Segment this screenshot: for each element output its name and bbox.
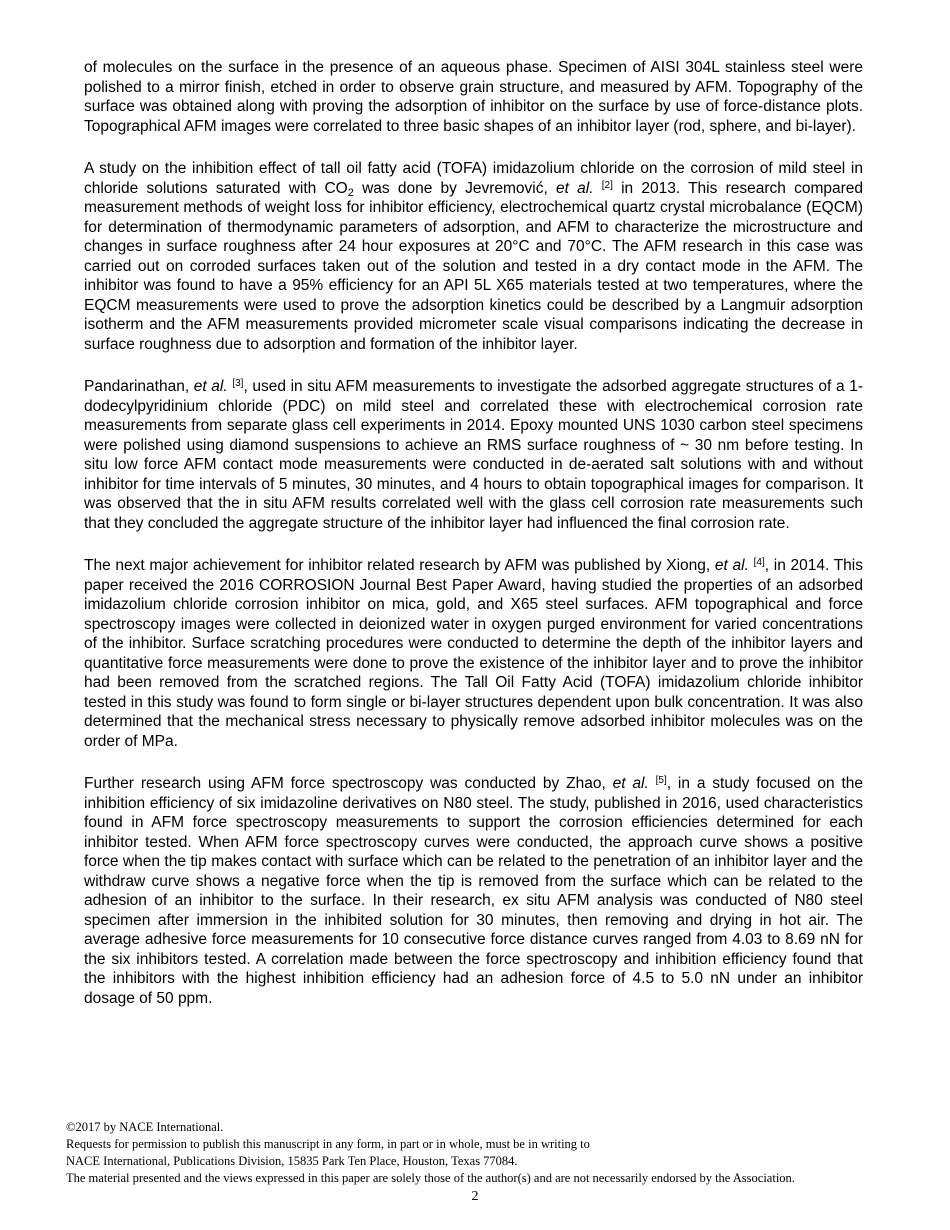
paragraph-afm-topography: of molecules on the surface in the presence of an aqueous phase. Specimen of AISI 304L stainless steel were polished to a mirror finish, etched in order to observe grain structure, and measured by AFM. Topography of the surface was obtained along with proving the adsorption of inhibitor on the surface by use of force-distance plots. Topographical AFM images were correlated to three basic shapes of an inhibitor layer (rod, sphere, and bi-layer). (84, 59, 863, 135)
paragraph-zhao-study: Further research using AFM force spectroscopy was conducted by Zhao, et al. [5], in a study focused on the inhibition efficiency of six imidazoline derivatives on N80 steel. The study, published in 2016, used characteristics found in AFM force spectroscopy measurements to support the corrosion efficiencies determined for each inhibitor tested. When AFM force spectroscopy curves were conducted, the approach curve shows a positive force when the tip makes contact with surface which can be related to the penetration of an inhibitor layer and the withdraw curve shows a negative force when the tip is removed from the surface which can be related to the adhesion of an inhibitor to the surface. In their research, ex situ AFM analysis was conducted of N80 steel specimen after immersion in the inhibited solution for 30 minutes, then removing and drying in hot air. The average adhesive force measurements for 10 consecutive force distance curves ranged from 4.03 to 8.69 nN for the six inhibitors tested. A correlation made between the force spectroscopy and inhibition efficiency found that the inhibitors with the highest inhibition efficiency had an adhesion force of 4.5 to 5.0 nN under an inhibitor dosage of 50 ppm. (84, 775, 863, 1007)
page-footer (66, 1119, 906, 1187)
page-body (84, 58, 863, 1008)
footer-copyright-line: ©2017 by NACE International. (66, 1120, 224, 1134)
footer-permission-line: Requests for permission to publish this manuscript in any form, in part or in whole, must be in writing to (66, 1137, 590, 1151)
page-number: 2 (471, 1189, 479, 1204)
footer-address-line: NACE International, Publications Division, 15835 Park Ten Place, Houston, Texas 77084. (66, 1154, 518, 1168)
paragraph-pandarinathan-study: Pandarinathan, et al. [3], used in situ AFM measurements to investigate the adsorbed aggregate structures of a 1-dodecylpyridinium chloride (PDC) on mild steel and correlated these with electrochemical corrosion rate measurements from separate glass cell experiments in 2014. Epoxy mounted UNS 1030 carbon steel specimens were polished using diamond suspensions to achieve an RMS surface roughness of ~ 30 nm before testing. In situ low force AFM contact mode measurements were conducted in de-aerated salt solutions with and without inhibitor for time intervals of 5 minutes, 30 minutes, and 4 hours to obtain topographical images for comparison. It was observed that the in situ AFM results correlated well with the glass cell corrosion rate measurements such that they concluded the aggregate structure of the inhibitor layer had influenced the final corrosion rate. (84, 378, 863, 532)
footer-disclaimer-line: The material presented and the views expressed in this paper are solely those of the author(s) and are not necessarily endorsed by the Association. (66, 1171, 795, 1185)
paragraph-xiong-study: The next major achievement for inhibitor related research by AFM was published by Xiong, et al. [4], in 2014. This paper received the 2016 CORROSION Journal Best Paper Award, having studied the properties of an adsorbed imidazolium chloride corrosion inhibitor on mica, gold, and X65 steel surfaces. AFM topographical and force spectroscopy images were collected in deionized water in oxygen purged environment for varied concentrations of the inhibitor. Surface scratching procedures were conducted to determine the depth of the inhibitor layers and quantitative force measurements were done to prove the existence of the inhibitor layer and to prove the inhibitor had been removed from the scratched regions. The Tall Oil Fatty Acid (TOFA) imidazolium chloride inhibitor tested in this study was found to form single or bi-layer structures dependent upon bulk concentration. It was also determined that the mechanical stress necessary to physically remove adsorbed inhibitor molecules was on the order of MPa. (84, 557, 863, 750)
paragraph-jevremovic-study: A study on the inhibition effect of tall oil fatty acid (TOFA) imidazolium chloride on the corrosion of mild steel in chloride solutions saturated with $CO_2$ was done by Jevremović, et al. [2] in 2013. This research compared measurement methods of weight loss for inhibitor efficiency, electrochemical quartz crystal microbalance (EQCM) for determination of thermodynamic parameters of adsorption, and AFM to characterize the microstructure and changes in surface roughness after 24 hour exposures at 20°C and 70°C. The AFM research in this case was carried out on corroded surfaces taken out of the solution and tested in a dry contact mode in the AFM. The inhibitor was found to have a 95% efficiency for an API 5L X65 materials tested at two temperatures, where the EQCM measurements were used to prove the adsorption kinetics could be described by a Langmuir adsorption isotherm and the AFM measurements provided micrometer scale visual comparisons indicating the decrease in surface roughness due to adsorption and formation of the inhibitor layer. (84, 160, 864, 353)
